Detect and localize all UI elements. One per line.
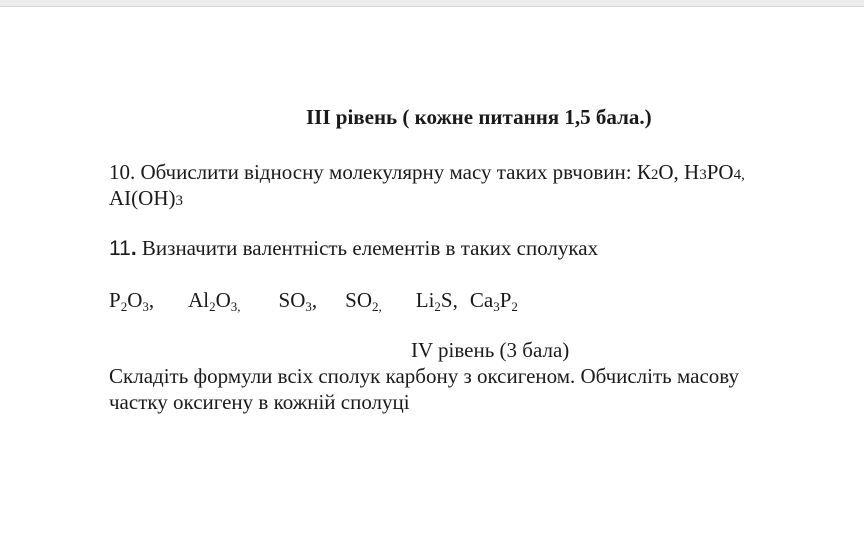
- question-10-line-1: [109, 160, 745, 187]
- h3po4-subscript-3: 3: [699, 167, 707, 183]
- formula-subscript: 2,: [372, 299, 382, 314]
- formula-text: O: [127, 288, 143, 312]
- formula-1: [109, 288, 154, 312]
- k2o-tail: O, H: [658, 160, 700, 184]
- formula-5: [416, 288, 458, 312]
- formula-text: SO: [345, 288, 372, 312]
- level-4-heading: IV рівень (3 бала): [411, 338, 570, 362]
- formula-text: S,: [440, 288, 458, 312]
- level-4-task-line-1: Складіть формули всіх сполук карбону з оксигеном. Обчисліть масову: [109, 364, 739, 388]
- formula-subscript: 2: [209, 299, 216, 314]
- formula-text: Li: [415, 288, 435, 312]
- formula-text: ,: [148, 288, 155, 312]
- formula-4: [345, 288, 382, 312]
- h3po4-mid: PO: [706, 160, 734, 184]
- formula-text: P: [499, 288, 512, 312]
- question-11-text: Визначити валентність елементів в таких сполуках: [136, 236, 599, 260]
- formula-text: O: [215, 288, 231, 312]
- question-10-text: 10. Обчислити відносну молекулярну масу таких рвчовин: К: [109, 160, 651, 184]
- formula-2: [188, 288, 240, 312]
- formula-3: [279, 288, 318, 312]
- formula-6: [470, 288, 518, 312]
- k2o-subscript: 2: [650, 167, 659, 183]
- question-10-line-2: [109, 186, 183, 213]
- formula-subscript: 3: [493, 299, 500, 314]
- aloh3-main: AI(OH): [109, 186, 176, 210]
- aloh3-subscript: 3: [175, 193, 183, 209]
- formula-subscript: 3: [142, 299, 149, 314]
- formula-subscript: 3: [305, 299, 312, 314]
- formula-text: Al: [188, 288, 210, 312]
- top-border-strip: [0, 0, 864, 7]
- formula-subscript: 2: [434, 299, 441, 314]
- level-4-task-line-2: частку оксигену в кожній сполуці: [109, 390, 410, 414]
- question-11: [109, 236, 598, 261]
- formula-text: ,: [311, 288, 318, 312]
- formula-text: P: [109, 288, 121, 312]
- formula-subscript: 2: [120, 299, 128, 314]
- formula-subscript: 2: [511, 299, 518, 314]
- formula-row: [109, 288, 518, 312]
- level-3-heading: III рівень ( кожне питання 1,5 бала.): [306, 105, 652, 129]
- formula-subscript: 3,: [230, 299, 241, 314]
- formula-text: Ca: [469, 288, 494, 312]
- formula-text: SO: [278, 288, 306, 312]
- question-11-number: 11.: [109, 237, 137, 260]
- h3po4-subscript-4: 4,: [733, 167, 745, 183]
